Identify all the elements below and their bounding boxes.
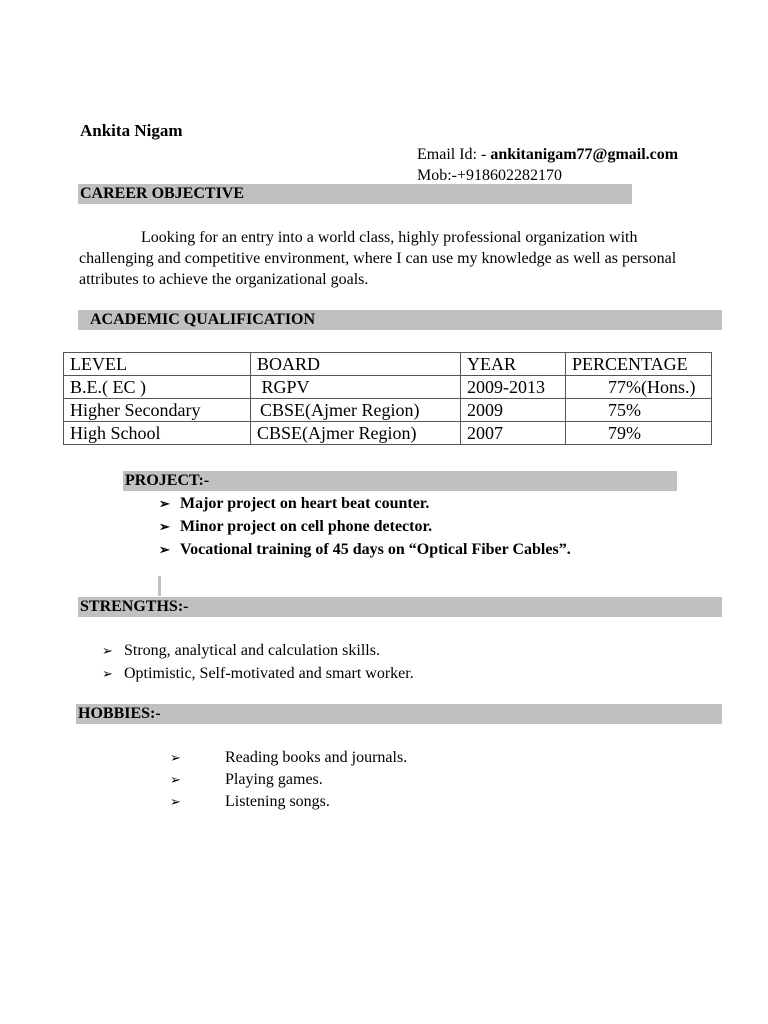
table-cell: RGPV	[251, 376, 461, 399]
arrow-bullet-icon: ➢	[170, 750, 181, 765]
list-item: ➢ Vocational training of 45 days on “Optical Fiber Cables”.	[159, 538, 571, 561]
table-cell: 75%	[566, 399, 712, 422]
strengths-list	[102, 639, 414, 685]
table-row	[64, 376, 712, 399]
academic-table	[63, 352, 712, 445]
objective-paragraph: Looking for an entry into a world class, highly professional organization with challenging and competitive environment, where I can use my knowledge as well as personal attributes to achieve the organizational goals.	[79, 229, 677, 288]
arrow-bullet-icon: ➢	[170, 794, 181, 809]
list-item: ➢ Optimistic, Self-motivated and smart worker.	[102, 662, 414, 685]
email-label: Email Id: -	[417, 146, 491, 163]
academic-heading: ACADEMIC QUALIFICATION	[78, 310, 722, 330]
career-objective-text	[79, 227, 699, 290]
vertical-marker	[158, 576, 161, 596]
table-cell: 77%(Hons.)	[566, 376, 712, 399]
column-header: YEAR	[461, 353, 566, 376]
candidate-name: Ankita Nigam	[80, 121, 183, 140]
list-item: ➢ Strong, analytical and calculation skills.	[102, 639, 414, 662]
list-item: ➢ Reading books and journals.	[170, 747, 407, 769]
column-header: BOARD	[251, 353, 461, 376]
arrow-bullet-icon: ➢	[102, 643, 113, 658]
column-header: LEVEL	[64, 353, 251, 376]
table-row	[64, 422, 712, 445]
column-header: PERCENTAGE	[566, 353, 712, 376]
table-cell: High School	[64, 422, 251, 445]
table-cell: B.E.( EC )	[64, 376, 251, 399]
arrow-bullet-icon: ➢	[170, 772, 181, 787]
project-heading: PROJECT:-	[123, 471, 677, 491]
career-objective-heading: CAREER OBJECTIVE	[78, 184, 632, 204]
project-list	[159, 492, 571, 561]
table-cell: 2009	[461, 399, 566, 422]
arrow-bullet-icon: ➢	[159, 496, 170, 511]
table-cell: CBSE(Ajmer Region)	[251, 399, 461, 422]
arrow-bullet-icon: ➢	[102, 666, 113, 681]
hobbies-list	[170, 747, 407, 813]
contact-block	[417, 144, 678, 186]
strengths-heading: STRENGTHS:-	[78, 597, 722, 617]
table-header-row	[64, 353, 712, 376]
table-cell: 2009-2013	[461, 376, 566, 399]
list-item: ➢ Minor project on cell phone detector.	[159, 515, 571, 538]
email-line	[417, 144, 678, 165]
table-row	[64, 399, 712, 422]
email-value: ankitanigam77@gmail.com	[490, 146, 679, 163]
table-cell: 2007	[461, 422, 566, 445]
arrow-bullet-icon: ➢	[159, 542, 170, 557]
mobile-line: Mob:-+918602282170	[417, 167, 563, 184]
list-item: ➢ Listening songs.	[170, 791, 407, 813]
table-cell: 79%	[566, 422, 712, 445]
list-item: ➢ Playing games.	[170, 769, 407, 791]
arrow-bullet-icon: ➢	[159, 519, 170, 534]
hobbies-heading: HOBBIES:-	[76, 704, 722, 724]
table-cell: CBSE(Ajmer Region)	[251, 422, 461, 445]
table-cell: Higher Secondary	[64, 399, 251, 422]
list-item: ➢ Major project on heart beat counter.	[159, 492, 571, 515]
